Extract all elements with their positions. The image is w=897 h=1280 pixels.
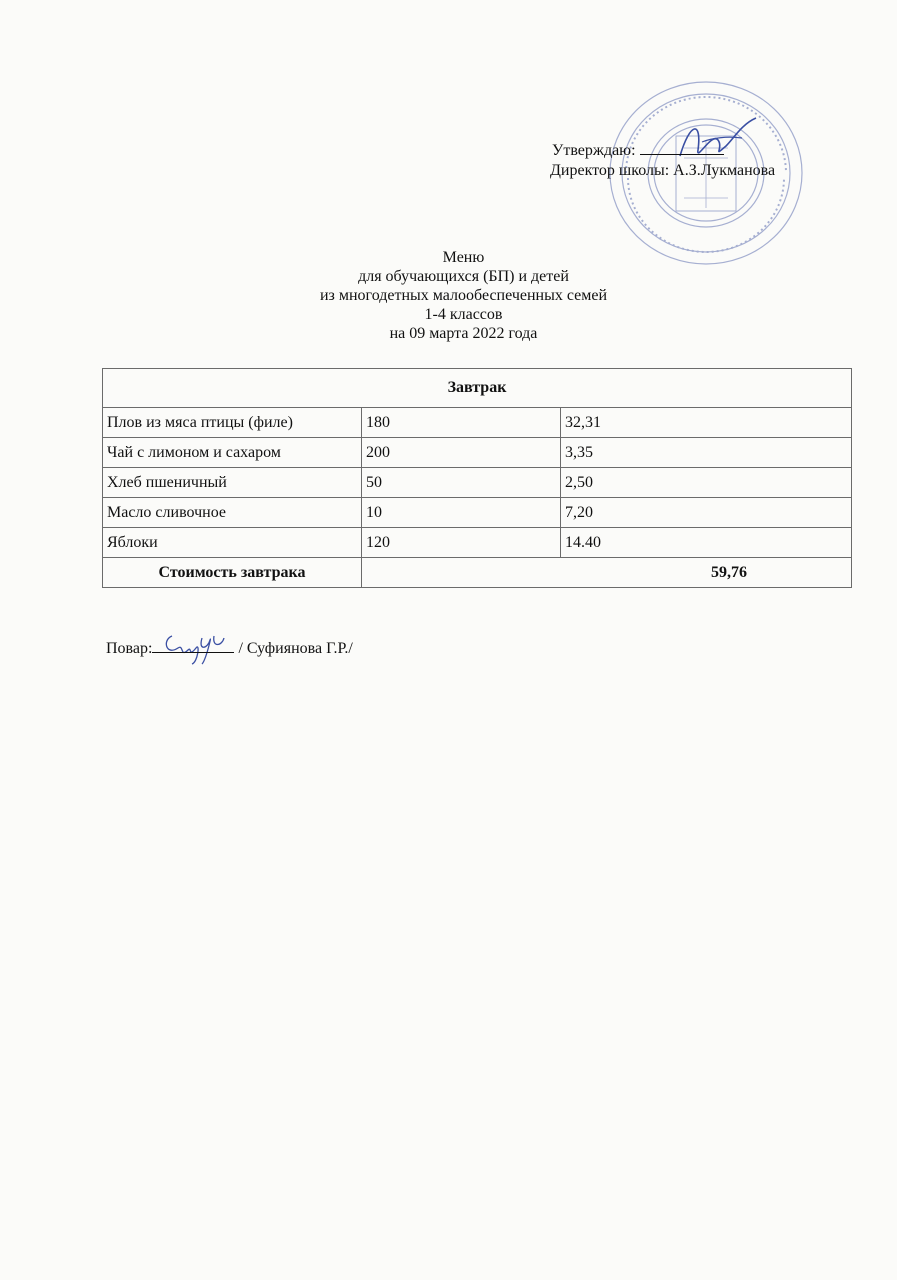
- dish-weight: 120: [362, 528, 561, 558]
- dish-weight: 180: [362, 408, 561, 438]
- title-line-4: 1-4 классов: [424, 306, 503, 323]
- dish-name: Плов из мяса птицы (филе): [103, 408, 362, 438]
- total-value: 59,76: [362, 558, 852, 588]
- dish-name: Хлеб пшеничный: [103, 468, 362, 498]
- dish-name: Масло сливочное: [103, 498, 362, 528]
- table-row: [103, 438, 852, 468]
- director-label: Директор школы: А.З.Лукманова: [550, 162, 776, 179]
- table-row: [103, 528, 852, 558]
- dish-weight: 10: [362, 498, 561, 528]
- approval-block: [552, 140, 775, 181]
- breakfast-table: [102, 368, 852, 588]
- dish-price: 14.40: [561, 528, 852, 558]
- cook-name: / Суфиянова Г.Р./: [238, 640, 353, 657]
- dish-price: 32,31: [561, 408, 852, 438]
- dish-price: 3,35: [561, 438, 852, 468]
- table-header: Завтрак: [103, 369, 852, 408]
- menu-title: [0, 248, 897, 343]
- table-header-row: [103, 369, 852, 408]
- title-line-3: из многодетных малообеспеченных семей: [319, 287, 608, 304]
- cook-line: [106, 638, 353, 658]
- total-label: Стоимость завтрака: [103, 558, 362, 588]
- table-row: [103, 468, 852, 498]
- table-row: [103, 408, 852, 438]
- title-line-5: на 09 марта 2022 года: [389, 325, 538, 342]
- dish-price: 2,50: [561, 468, 852, 498]
- table-total-row: [103, 558, 852, 588]
- cook-label: Повар:: [106, 640, 153, 657]
- cook-signature-line: [152, 638, 234, 653]
- director-signature-line: [640, 140, 724, 155]
- dish-name: Яблоки: [103, 528, 362, 558]
- table-row: [103, 498, 852, 528]
- dish-weight: 200: [362, 438, 561, 468]
- dish-weight: 50: [362, 468, 561, 498]
- title-line-1: Меню: [442, 249, 485, 266]
- dish-price: 7,20: [561, 498, 852, 528]
- approve-label: Утверждаю:: [552, 142, 636, 159]
- dish-name: Чай с лимоном и сахаром: [103, 438, 362, 468]
- title-line-2: для обучающихся (БП) и детей: [358, 268, 569, 285]
